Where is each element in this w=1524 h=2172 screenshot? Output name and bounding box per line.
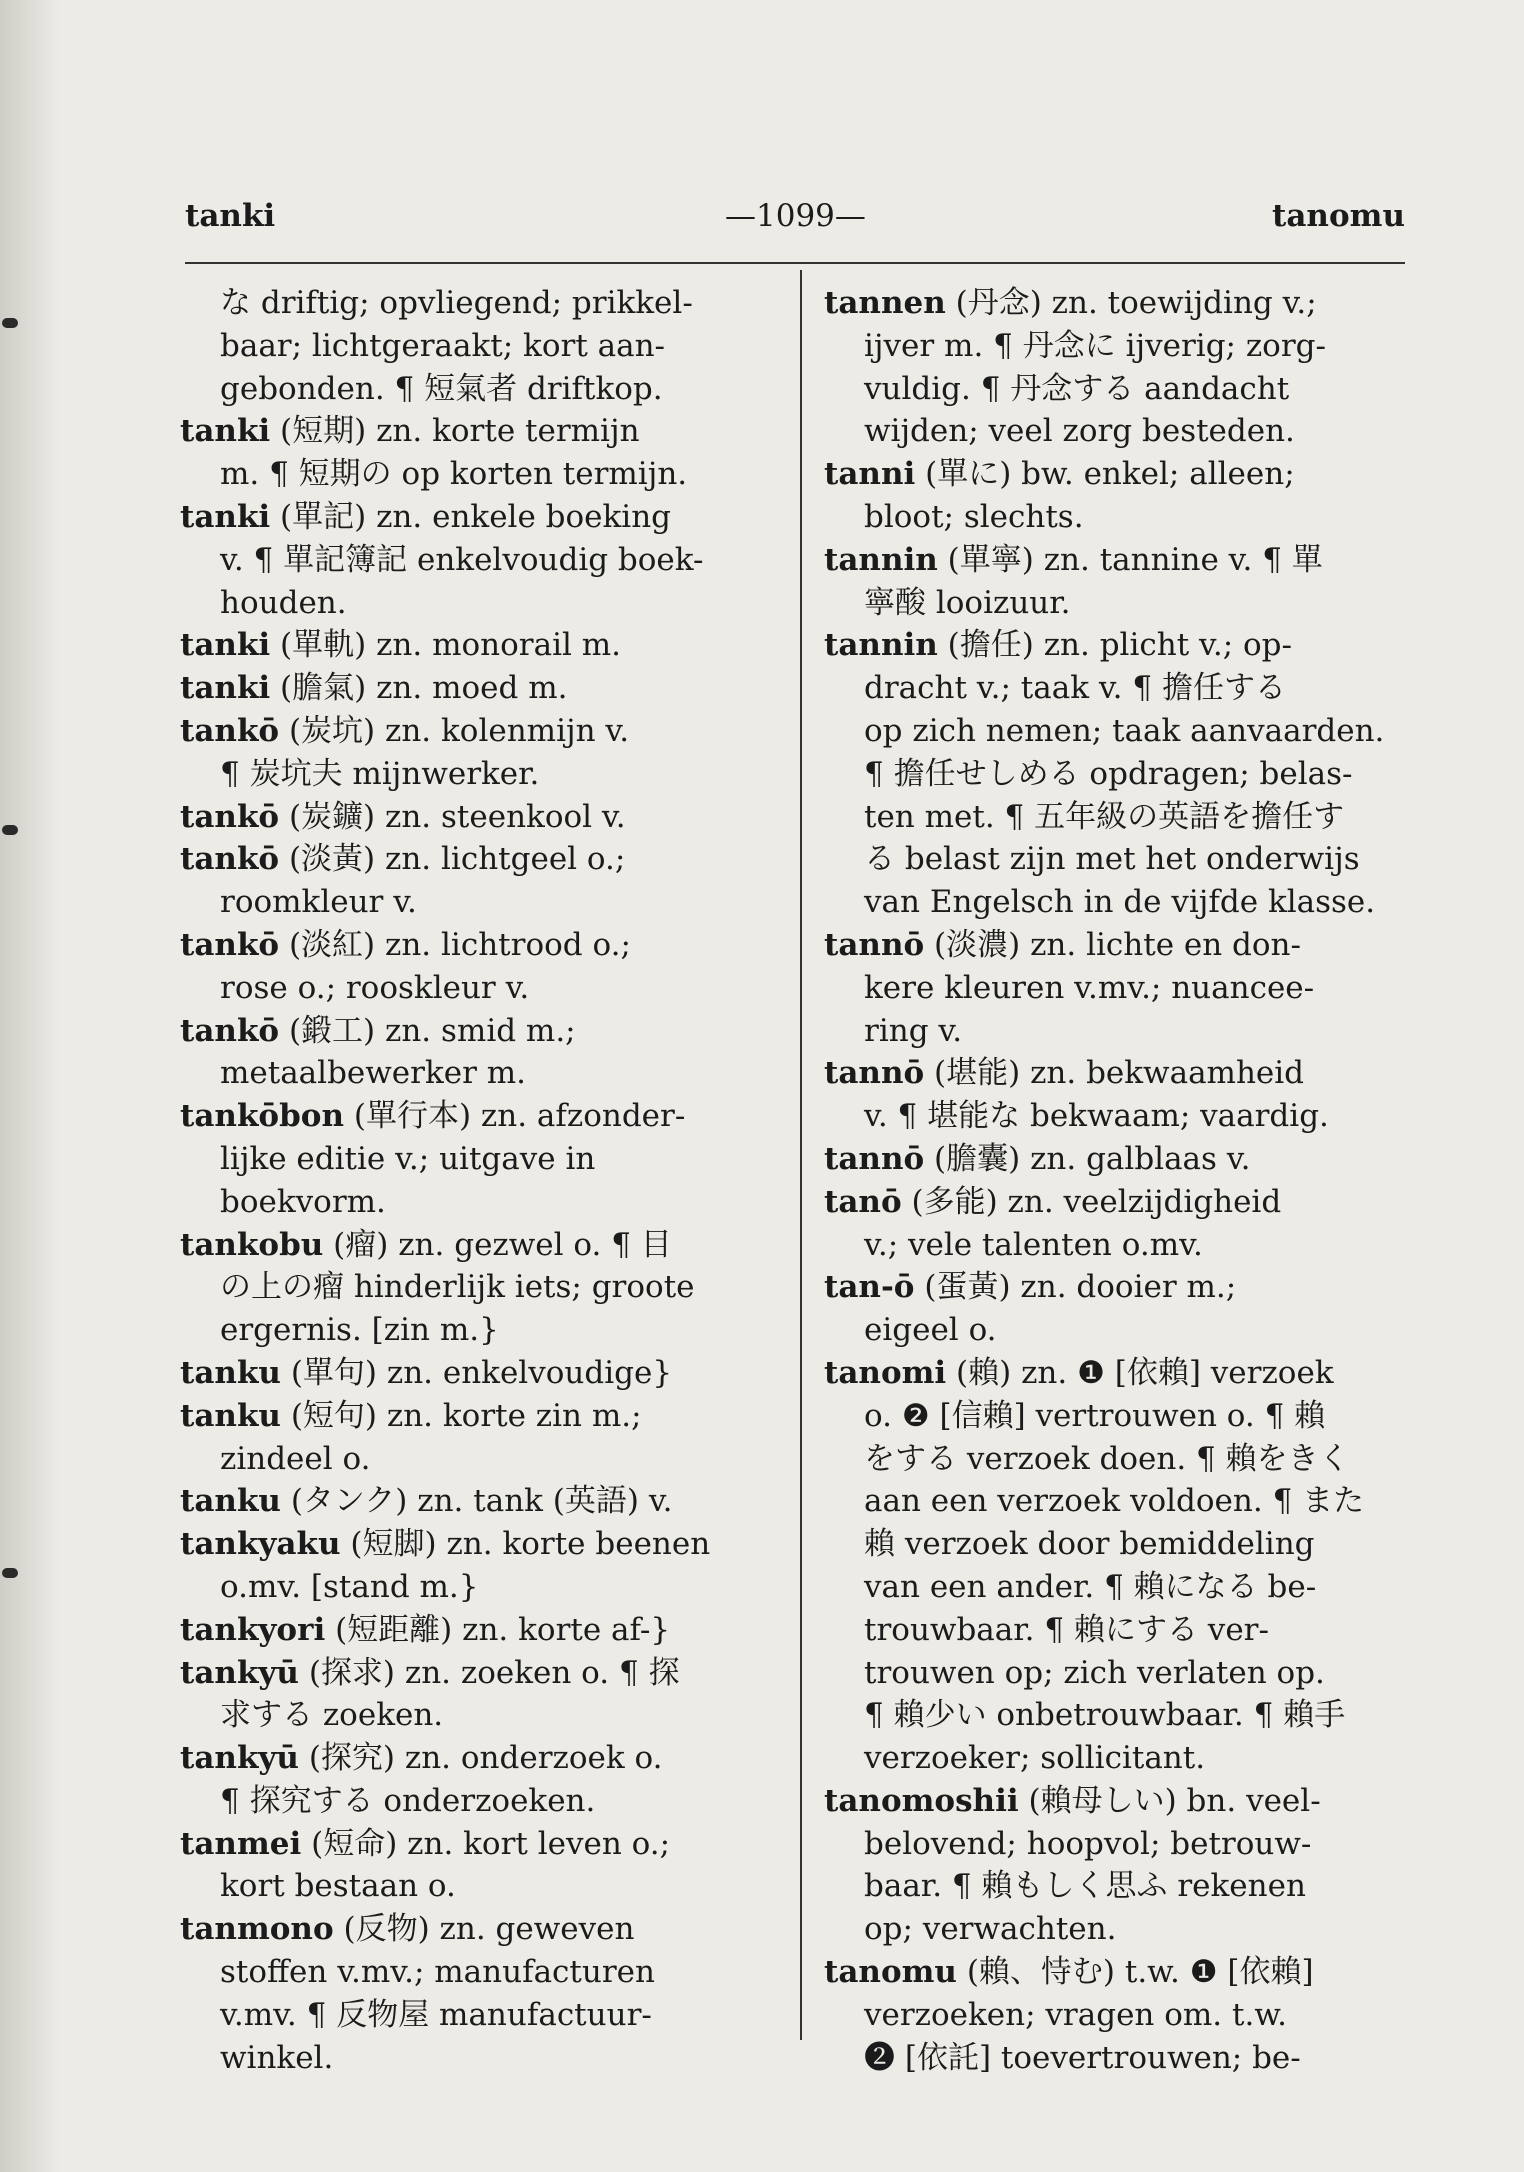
dictionary-continuation-line: op zich nemen; taak aanvaarden. — [864, 712, 1385, 749]
dictionary-continuation-line: ijver m. ¶ 丹念に ijverig; zorg- — [864, 327, 1326, 364]
dictionary-continuation-line: ring v. — [864, 1012, 963, 1049]
dictionary-continuation-line: ¶ 賴少い onbetrouwbaar. ¶ 賴手 — [864, 1697, 1346, 1734]
dictionary-continuation-line: trouwen op; zich verlaten op. — [864, 1654, 1325, 1691]
headword: tankōbon — [180, 1098, 344, 1135]
headword: tanni — [824, 456, 916, 493]
dictionary-continuation-line: ¶ 炭坑夫 mijnwerker. — [220, 755, 540, 792]
header-first-entry: tanki — [185, 198, 276, 234]
headword: tannō — [824, 1140, 925, 1177]
dictionary-continuation-line: baar; lichtgeraakt; kort aan- — [220, 327, 666, 364]
headword: tanmono — [180, 1911, 334, 1948]
dictionary-entry-line: tankyaku (短脚) zn. korte beenen — [180, 1526, 711, 1563]
dictionary-continuation-line: verzoeken; vragen om. t.w. — [864, 1996, 1288, 2033]
dictionary-continuation-line: trouwbaar. ¶ 賴にする ver- — [864, 1611, 1269, 1648]
dictionary-entry-line: tanku (短句) zn. korte zin m.; — [180, 1397, 642, 1434]
headword: tankyū — [180, 1740, 299, 1777]
dictionary-entry-line: tankyori (短距離) zn. korte af-} — [180, 1611, 671, 1648]
dictionary-continuation-line: van Engelsch in de vijfde klasse. — [864, 884, 1376, 921]
dictionary-continuation-line: をする verzoek doen. ¶ 賴をきく — [864, 1440, 1350, 1477]
headword: tanki — [180, 670, 271, 707]
dictionary-continuation-line: v. ¶ 單記簿記 enkelvoudig boek- — [220, 541, 704, 578]
page-header — [185, 198, 1405, 238]
dictionary-entry-line: tanki (單軌) zn. monorail m. — [180, 627, 622, 664]
dictionary-continuation-line: ten met. ¶ 五年級の英語を擔任す — [864, 798, 1345, 835]
dictionary-entry-line: tankōbon (單行本) zn. afzonder- — [180, 1098, 686, 1135]
dictionary-continuation-line: baar. ¶ 賴もしく思ふ rekenen — [864, 1868, 1306, 1905]
dictionary-continuation-line: る belast zijn met het onderwijs — [864, 841, 1360, 878]
dictionary-entry-line: tan-ō (蛋黃) zn. dooier m.; — [824, 1269, 1237, 1306]
dictionary-continuation-line: m. ¶ 短期の op korten termijn. — [220, 456, 688, 493]
dictionary-continuation-line: winkel. — [220, 2039, 334, 2076]
dictionary-entry-line: tanki (單記) zn. enkele boeking — [180, 498, 672, 535]
headword: tanki — [180, 413, 271, 450]
dictionary-entry-line: tannin (擔任) zn. plicht v.; op- — [824, 627, 1292, 664]
dictionary-continuation-line: eigeel o. — [864, 1312, 997, 1349]
headword: tanomu — [824, 1954, 957, 1991]
dictionary-continuation-line: houden. — [220, 584, 347, 621]
dictionary-continuation-line: 求する zoeken. — [220, 1697, 444, 1734]
dictionary-continuation-line: ¶ 探究する onderzoeken. — [220, 1782, 596, 1819]
headword: tanki — [180, 498, 271, 535]
dictionary-entry-line: tanki (短期) zn. korte termijn — [180, 413, 640, 450]
headword: tankō — [180, 926, 280, 963]
dictionary-continuation-line: wijden; veel zorg besteden. — [864, 413, 1295, 450]
dictionary-continuation-line: 賴 verzoek door bemiddeling — [864, 1526, 1315, 1563]
dictionary-entry-line: tankō (炭鑛) zn. steenkool v. — [180, 798, 626, 835]
dictionary-entry-line: tannō (淡濃) zn. lichte en don- — [824, 926, 1302, 963]
headword: tannin — [824, 627, 938, 664]
dictionary-entry-line: tanomi (賴) zn. ❶ [依賴] verzoek — [824, 1354, 1334, 1391]
dictionary-continuation-line: metaalbewerker m. — [220, 1055, 527, 1092]
dictionary-entry-line: tanku (タンク) zn. tank (英語) v. — [180, 1483, 673, 1520]
dictionary-continuation-line: roomkleur v. — [220, 884, 417, 921]
header-rule — [185, 262, 1405, 264]
dictionary-continuation-line: bloot; slechts. — [864, 498, 1084, 535]
dictionary-entry-line: tannin (單寧) zn. tannine v. ¶ 單 — [824, 541, 1323, 578]
page-number: —1099— — [725, 198, 866, 234]
dictionary-continuation-line: ergernis. [zin m.} — [220, 1312, 499, 1349]
dictionary-continuation-line: stoffen v.mv.; manufacturen — [220, 1954, 655, 1991]
dictionary-entry-line: tanki (膽氣) zn. moed m. — [180, 670, 568, 707]
dictionary-entry-line: tannō (堪能) zn. bekwaamheid — [824, 1055, 1305, 1092]
headword: tanku — [180, 1483, 281, 1520]
right-column — [824, 282, 1414, 2079]
dictionary-continuation-line: ❷ [依託] toevertrouwen; be- — [864, 2039, 1301, 2076]
dictionary-continuation-line: の上の瘤 hinderlijk iets; groote — [220, 1269, 695, 1306]
dictionary-continuation-line: 寧酸 looizuur. — [864, 584, 1071, 621]
dictionary-continuation-line: kere kleuren v.mv.; nuancee- — [864, 969, 1315, 1006]
dictionary-continuation-line: v. ¶ 堪能な bekwaam; vaardig. — [864, 1098, 1329, 1135]
dictionary-continuation-line: dracht v.; taak v. ¶ 擔任する — [864, 670, 1286, 707]
dictionary-continuation-line: van een ander. ¶ 賴になる be- — [864, 1568, 1317, 1605]
dictionary-entry-line: tanomu (賴、恃む) t.w. ❶ [依賴] — [824, 1954, 1314, 1991]
headword: tannō — [824, 1055, 925, 1092]
headword: tankō — [180, 841, 280, 878]
dictionary-continuation-line: v.mv. ¶ 反物屋 manufactuur- — [220, 1996, 652, 2033]
dictionary-entry-line: tanmei (短命) zn. kort leven o.; — [180, 1825, 671, 1862]
dictionary-continuation-line: vuldig. ¶ 丹念する aandacht — [864, 370, 1290, 407]
dictionary-entry-line: tankō (淡黃) zn. lichtgeel o.; — [180, 841, 626, 878]
dictionary-entry-line: tankobu (瘤) zn. gezwel o. ¶ 目 — [180, 1226, 672, 1263]
headword: tannin — [824, 541, 938, 578]
headword: tanku — [180, 1354, 281, 1391]
dictionary-continuation-line: boekvorm. — [220, 1183, 386, 1220]
headword: tankō — [180, 712, 280, 749]
headword: tan-ō — [824, 1269, 915, 1306]
dictionary-continuation-line: op; verwachten. — [864, 1911, 1117, 1948]
dictionary-entry-line: tankyū (探究) zn. onderzoek o. — [180, 1740, 663, 1777]
column-divider — [800, 270, 802, 2040]
binding-hole — [2, 318, 18, 328]
dictionary-continuation-line: ¶ 擔任せしめる opdragen; belas- — [864, 755, 1353, 792]
headword: tanomoshii — [824, 1782, 1019, 1819]
dictionary-entry-line: tanni (單に) bw. enkel; alleen; — [824, 456, 1295, 493]
headword: tankyori — [180, 1611, 326, 1648]
dictionary-continuation-line: gebonden. ¶ 短氣者 driftkop. — [220, 370, 663, 407]
dictionary-continuation-line: lijke editie v.; uitgave in — [220, 1140, 596, 1177]
dictionary-continuation-line: aan een verzoek voldoen. ¶ また — [864, 1483, 1365, 1520]
headword: tankyaku — [180, 1526, 341, 1563]
dictionary-continuation-line: kort bestaan o. — [220, 1868, 456, 1905]
dictionary-continuation-line: rose o.; rooskleur v. — [220, 969, 530, 1006]
dictionary-entry-line: tanomoshii (賴母しい) bn. veel- — [824, 1782, 1321, 1819]
headword: tanō — [824, 1183, 902, 1220]
dictionary-entry-line: tankō (淡紅) zn. lichtrood o.; — [180, 926, 631, 963]
headword: tanomi — [824, 1354, 947, 1391]
dictionary-entry-line: tankyū (探求) zn. zoeken o. ¶ 探 — [180, 1654, 680, 1691]
dictionary-entry-line: tanku (單句) zn. enkelvoudige} — [180, 1354, 673, 1391]
binding-hole — [2, 1568, 18, 1578]
dictionary-continuation-line: な driftig; opvliegend; prikkel- — [220, 285, 693, 321]
headword: tannō — [824, 926, 925, 963]
dictionary-entry-line: tankō (鍛工) zn. smid m.; — [180, 1012, 576, 1049]
dictionary-entry-line: tanō (多能) zn. veelzijdigheid — [824, 1183, 1282, 1220]
header-last-entry: tanomu — [1272, 198, 1405, 234]
headword: tanmei — [180, 1825, 302, 1862]
dictionary-continuation-line: belovend; hoopvol; betrouw- — [864, 1825, 1312, 1862]
headword: tanku — [180, 1397, 281, 1434]
dictionary-continuation-line: verzoeker; sollicitant. — [864, 1740, 1206, 1777]
headword: tankō — [180, 1012, 280, 1049]
dictionary-entry-line: tanmono (反物) zn. geweven — [180, 1911, 635, 1948]
binding-hole — [2, 825, 18, 835]
dictionary-continuation-line: zindeel o. — [220, 1440, 371, 1477]
dictionary-entry-line: tannō (膽囊) zn. galblaas v. — [824, 1140, 1251, 1177]
headword: tankō — [180, 798, 280, 835]
dictionary-continuation-line: o.mv. [stand m.} — [220, 1568, 479, 1605]
headword: tannen — [824, 285, 946, 321]
left-column — [180, 282, 776, 2079]
dictionary-entry-line: tankō (炭坑) zn. kolenmijn v. — [180, 712, 630, 749]
headword: tankobu — [180, 1226, 324, 1263]
dictionary-continuation-line: v.; vele talenten o.mv. — [864, 1226, 1203, 1263]
dictionary-continuation-line: o. ❷ [信賴] vertrouwen o. ¶ 賴 — [864, 1397, 1326, 1434]
headword: tanki — [180, 627, 271, 664]
headword: tankyū — [180, 1654, 299, 1691]
dictionary-entry-line: tannen (丹念) zn. toewijding v.; — [824, 285, 1317, 321]
